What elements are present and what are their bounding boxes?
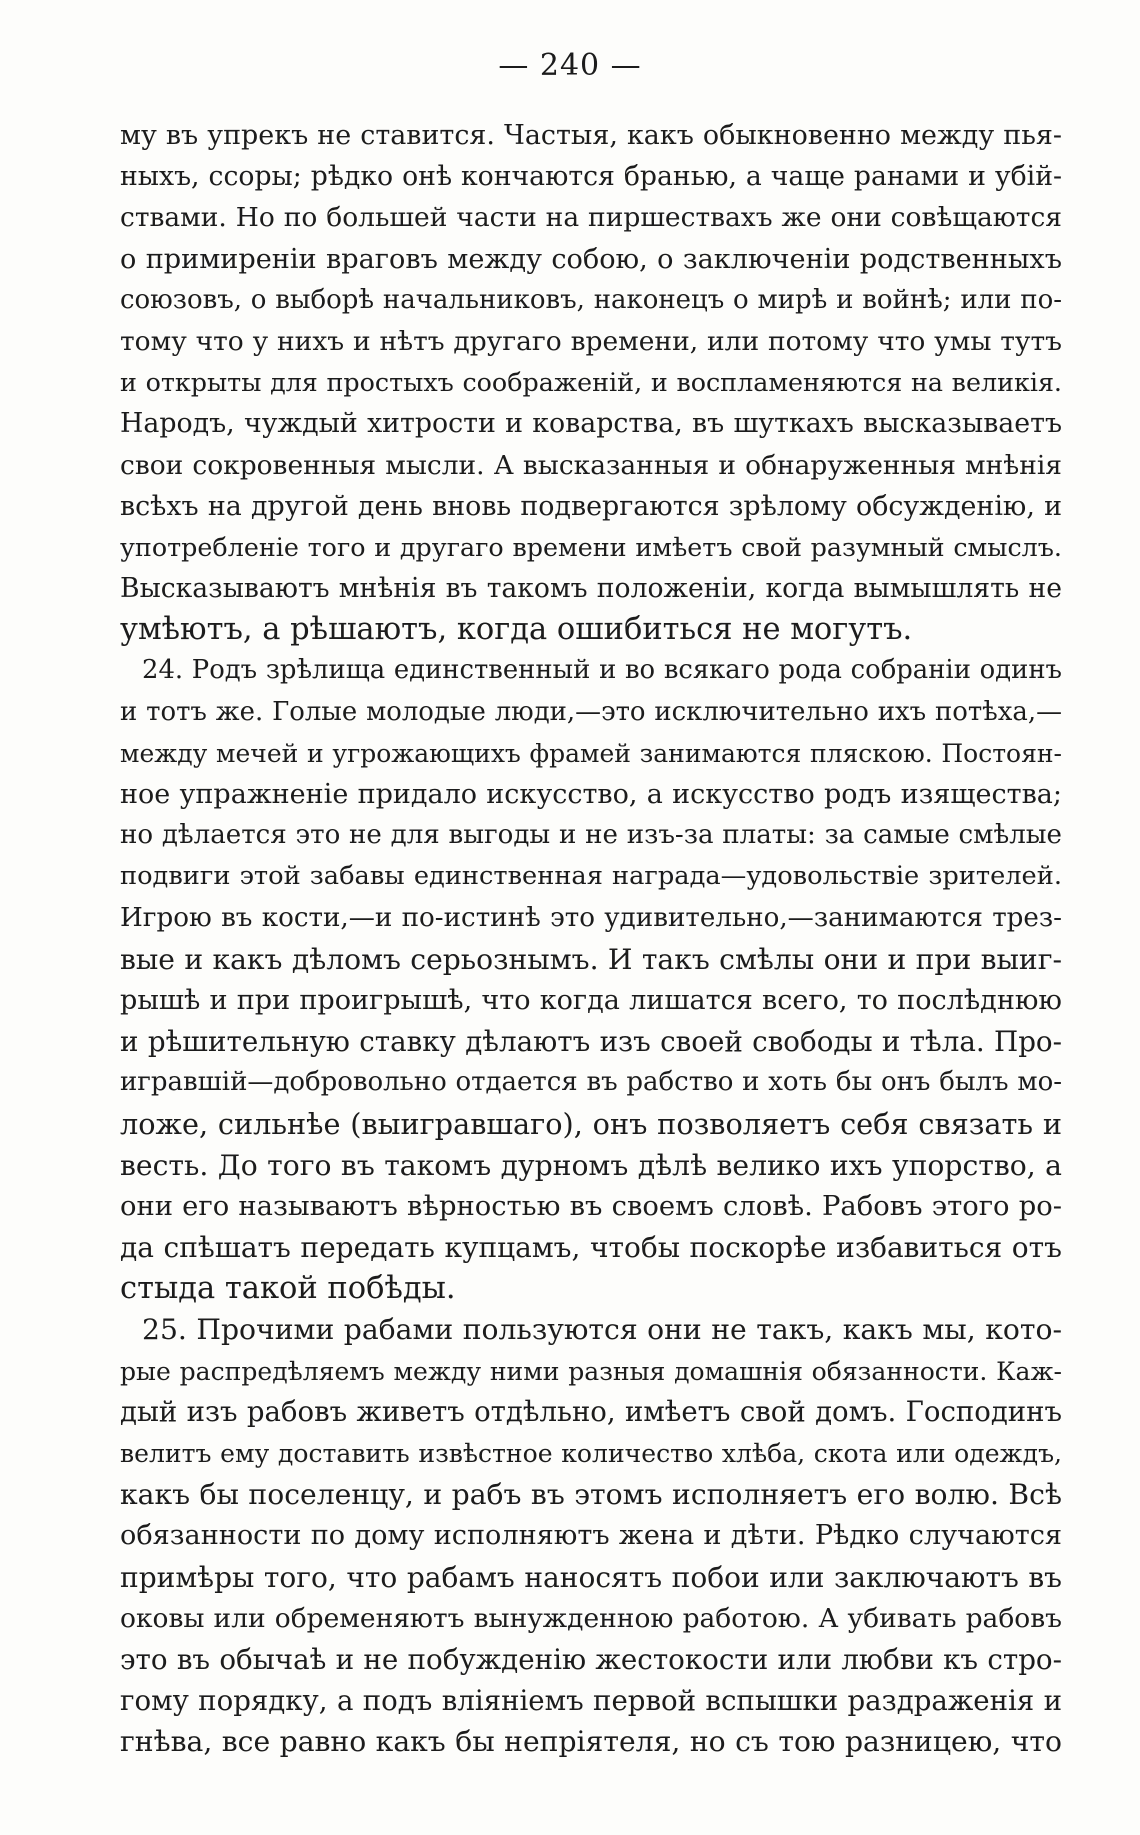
text-line: Народъ, чуждый хитрости и коварства, въ шуткахъ высказываетъ bbox=[120, 408, 1062, 440]
text-line: велитъ ему доставить извѣстное количество хлѣба, скота или одеждъ, bbox=[120, 1439, 1062, 1468]
text-line: между мечей и угрожающихъ фрамей занимаются пляскою. Постоян- bbox=[120, 738, 1062, 768]
text-line: игравшій—добровольно отдается въ рабство и хоть бы онъ былъ мо- bbox=[120, 1067, 1062, 1098]
text-line: му въ упрекъ не ставится. Частыя, какъ обыкновенно между пья- bbox=[120, 120, 1062, 151]
text-line: обязанности по дому исполняютъ жена и дѣти. Рѣдко случаются bbox=[120, 1520, 1062, 1552]
text-line: всѣхъ на другой день вновь подвергаются зрѣлому обсужденію, и bbox=[120, 490, 1062, 522]
text-line: оковы или обременяютъ вынужденною работою. А убивать рабовъ bbox=[120, 1602, 1062, 1634]
text-line: да спѣшатъ передать купцамъ, чтобы поскорѣе избавиться отъ bbox=[120, 1231, 1062, 1265]
text-line: и открыты для простыхъ соображеній, и воспламеняются на великія. bbox=[120, 367, 1062, 398]
text-line: какъ бы поселенцу, и рабъ въ этомъ исполняетъ его волю. Всѣ bbox=[120, 1478, 1062, 1512]
text-line: но дѣлается это не для выгоды и не изъ-за платы: за самые смѣлые bbox=[120, 820, 1062, 851]
text-line: гнѣва, все равно какъ бы непріятеля, но съ тою разницею, что bbox=[120, 1725, 1062, 1759]
text-line: свои сокровенныя мысли. А высказанныя и обнаруженныя мнѣнія bbox=[120, 449, 1062, 481]
text-line: ныхъ, ссоры; рѣдко онѣ кончаются бранью, а чаще ранами и убій- bbox=[120, 161, 1062, 193]
text-line: весть. До того въ такомъ дурномъ дѣлѣ велико ихъ упорство, а bbox=[120, 1148, 1062, 1182]
text-line: они его называютъ вѣрностью въ своемъ словѣ. Рабовъ этого ро- bbox=[120, 1190, 1062, 1222]
text-line: рые распредѣляемъ между ними разныя домашнія обязанности. Каж- bbox=[120, 1356, 1062, 1386]
text-line: дый изъ рабовъ живетъ отдѣльно, имѣетъ свой домъ. Господинъ bbox=[120, 1395, 1062, 1428]
text-line: стыда такой побѣды. bbox=[120, 1271, 456, 1307]
paragraph-24 bbox=[120, 650, 1062, 1309]
page-text bbox=[120, 115, 1062, 1763]
text-line: 24. Родъ зрѣлища единственный и во всякаго рода собраніи одинъ bbox=[142, 655, 1062, 686]
text-line: Высказываютъ мнѣнія въ такомъ положеніи, когда вымышлять не bbox=[120, 573, 1062, 605]
text-line: подвиги этой забавы единственная награда—удовольствіе зрителей. bbox=[120, 861, 1062, 892]
text-line: это въ обычаѣ и не побужденію жестокости или любви къ стро- bbox=[120, 1642, 1062, 1676]
text-line: гому порядку, а подъ вліяніемъ первой вспышки раздраженія и bbox=[120, 1684, 1062, 1718]
text-line: употребленіе того и другаго времени имѣетъ свой разумный смыслъ. bbox=[120, 531, 1062, 562]
text-line: тому что у нихъ и нѣтъ другаго времени, или потому что умы тутъ bbox=[120, 325, 1062, 357]
text-line: рышѣ и при проигрышѣ, что когда лишатся всего, то послѣднюю bbox=[120, 984, 1062, 1016]
text-line: о примиреніи враговъ между собою, о заключеніи родственныхъ bbox=[120, 243, 1062, 275]
text-line: Игрою въ кости,—и по-истинѣ это удивительно,—занимаются трез- bbox=[120, 902, 1062, 933]
text-line: ложе, сильнѣе (выигравшаго), онъ позволяетъ себя связать и bbox=[120, 1106, 1062, 1141]
text-line: примѣры того, что рабамъ наносятъ побои или заключаютъ въ bbox=[120, 1560, 1062, 1594]
paragraph-25 bbox=[120, 1309, 1062, 1762]
text-line: умѣютъ, а рѣшаютъ, когда ошибиться не могутъ. bbox=[120, 612, 913, 648]
text-line: союзовъ, о выборѣ начальниковъ, наконецъ о мирѣ и войнѣ; или по- bbox=[120, 284, 1062, 315]
paragraph-continuation bbox=[120, 115, 1062, 650]
text-line: и тотъ же. Голые молодые люди,—это исключительно ихъ потѣха,— bbox=[120, 696, 1062, 727]
text-line: ное упражненіе придало искусство, а искусство родъ изящества; bbox=[120, 779, 1062, 810]
text-line: вые и какъ дѣломъ серьознымъ. И такъ смѣлы они и при выиг- bbox=[120, 942, 1062, 976]
text-line: и рѣшительную ставку дѣлаютъ изъ своей свободы и тѣла. Про- bbox=[120, 1025, 1062, 1059]
text-line: 25. Прочими рабами пользуются они не такъ, какъ мы, кото- bbox=[142, 1313, 1062, 1347]
page-number: — 240 — bbox=[498, 48, 642, 83]
text-line: ствами. Но по большей части на пиршествахъ же они совѣщаются bbox=[120, 202, 1062, 234]
